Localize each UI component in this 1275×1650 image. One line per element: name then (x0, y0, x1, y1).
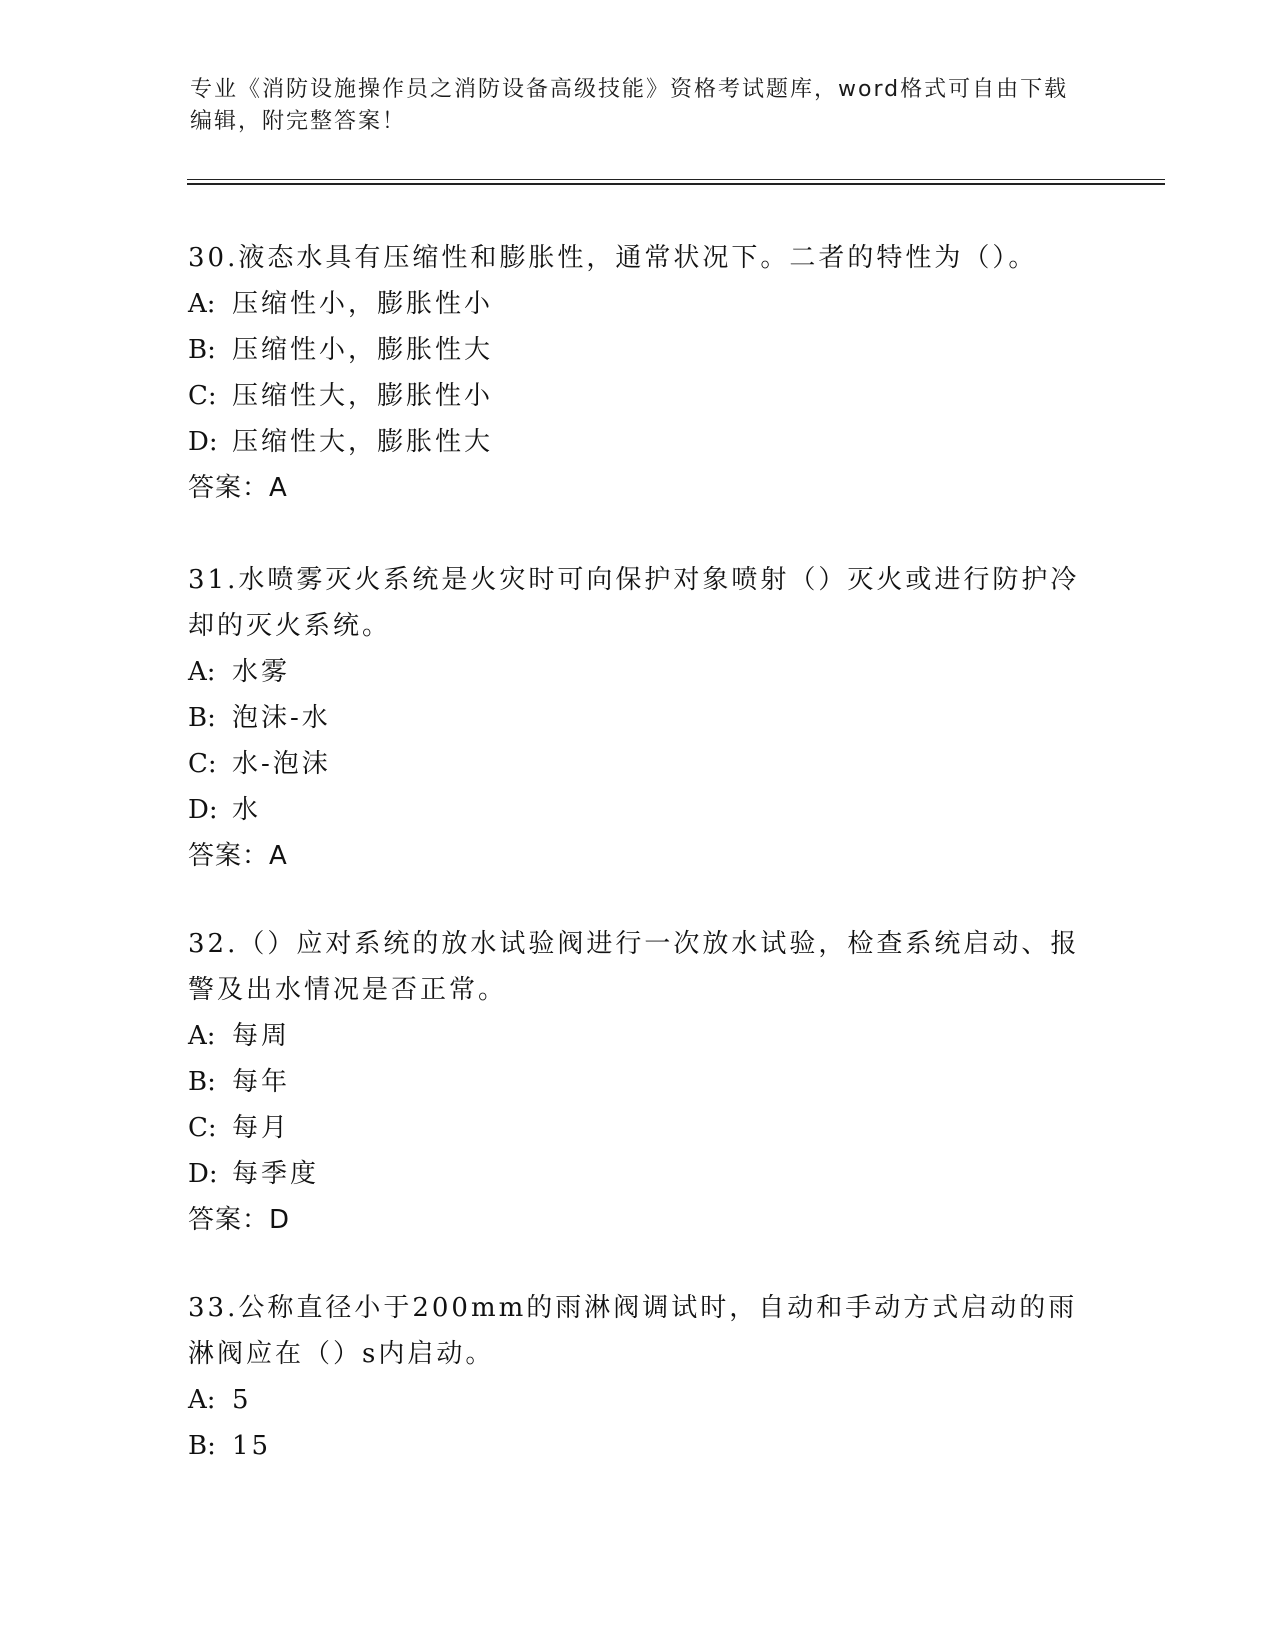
option-text: 水 (232, 795, 262, 825)
option-letter: B: (188, 335, 216, 365)
option-b (188, 695, 1088, 741)
option-a (188, 649, 1088, 695)
option-letter: B: (188, 703, 216, 733)
answer-line: 答案：A (188, 473, 288, 503)
option-letter: C: (188, 381, 217, 411)
option-c (188, 741, 1088, 787)
question-stem: 33.公称直径小于200mm的雨淋阀调试时，自动和手动方式启动的雨淋阀应在（）s内启动。 (188, 1293, 1078, 1369)
option-letter: B: (188, 1067, 216, 1097)
document-header (190, 74, 1090, 138)
option-b (188, 1423, 1088, 1469)
option-text: 每月 (232, 1113, 291, 1143)
option-text: 5 (232, 1385, 252, 1415)
option-b (188, 1059, 1088, 1105)
option-letter: B: (188, 1431, 216, 1461)
option-text: 压缩性大，膨胀性小 (232, 381, 494, 411)
question-stem: 32.（）应对系统的放水试验阀进行一次放水试验，检查系统启动、报警及出水情况是否正常。 (188, 929, 1080, 1005)
option-a (188, 281, 1088, 327)
option-text: 15 (232, 1431, 272, 1461)
question-30 (188, 235, 1088, 511)
option-text: 水-泡沫 (232, 749, 331, 779)
question-stem: 30.液态水具有压缩性和膨胀性，通常状况下。二者的特性为（）。 (188, 243, 1038, 273)
header-divider-top (187, 179, 1165, 180)
option-letter: A: (188, 657, 216, 687)
option-d (188, 787, 1088, 833)
option-letter: A: (188, 1021, 216, 1051)
question-32 (188, 921, 1088, 1243)
option-d (188, 419, 1088, 465)
option-letter: C: (188, 1113, 217, 1143)
option-text: 压缩性大，膨胀性大 (232, 427, 494, 457)
question-33 (188, 1285, 1088, 1469)
option-a (188, 1013, 1088, 1059)
option-text: 每周 (232, 1021, 291, 1051)
option-letter: D: (188, 427, 218, 457)
header-intro-text: 专业《消防设施操作员之消防设备高级技能》资格考试题库，word格式可自由下载编辑，附完整答案！ (190, 77, 1069, 134)
option-d (188, 1151, 1088, 1197)
option-text: 泡沫-水 (232, 703, 331, 733)
header-divider-bottom (187, 183, 1165, 185)
option-c (188, 373, 1088, 419)
option-text: 每季度 (232, 1159, 320, 1189)
option-b (188, 327, 1088, 373)
question-31 (188, 557, 1088, 879)
answer-line: 答案：D (188, 1205, 291, 1235)
question-stem: 31.水喷雾灭火系统是火灾时可向保护对象喷射（）灭火或进行防护冷却的灭火系统。 (188, 565, 1080, 641)
option-letter: A: (188, 1385, 216, 1415)
option-letter: A: (188, 289, 216, 319)
option-text: 水雾 (232, 657, 291, 687)
option-letter: D: (188, 795, 218, 825)
option-c (188, 1105, 1088, 1151)
option-letter: D: (188, 1159, 218, 1189)
answer-line: 答案：A (188, 841, 288, 871)
option-text: 压缩性小，膨胀性大 (232, 335, 494, 365)
option-text: 压缩性小，膨胀性小 (232, 289, 494, 319)
option-a (188, 1377, 1088, 1423)
option-letter: C: (188, 749, 217, 779)
option-text: 每年 (232, 1067, 291, 1097)
